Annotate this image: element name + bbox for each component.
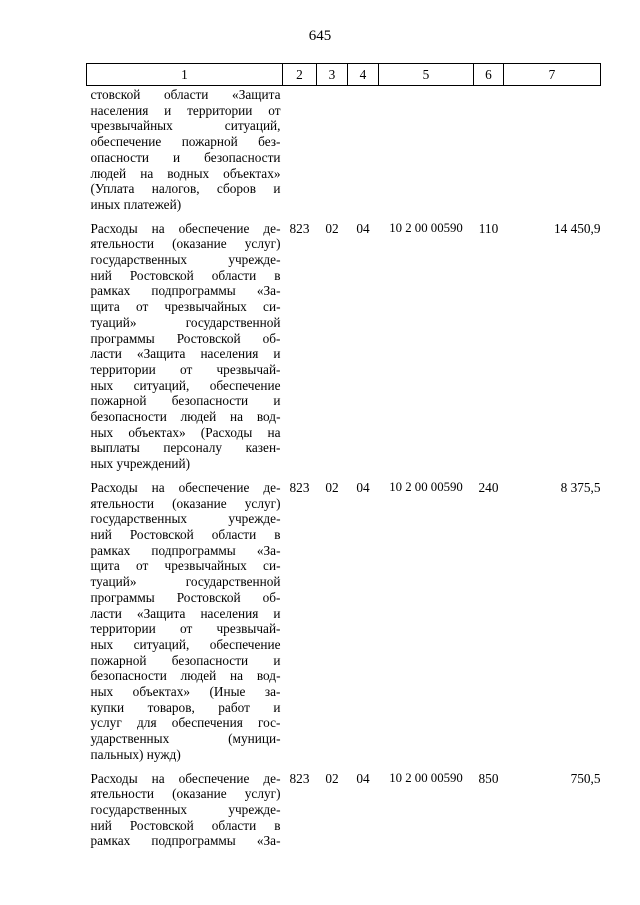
description-line: ных объектах» (Расходы на (90, 424, 281, 440)
description-line: программы Ростовской об- (90, 330, 281, 346)
description-line: безопасности людей на вод- (90, 409, 281, 425)
description-line: Расходы на обеспечение де- (90, 479, 281, 495)
row-admin-code: 823 (289, 220, 310, 236)
description-line: пожарной безопасности и (90, 652, 281, 668)
description-line: ных ситуаций, обеспечение (90, 377, 281, 393)
row-target-code: 10 2 00 00590 (389, 770, 463, 785)
table-row (87, 472, 601, 763)
description-line: ний Ростовской области в (90, 526, 281, 542)
row-expense-kind: 240 (478, 479, 499, 495)
column-header-kind: 6 (474, 64, 504, 86)
row-subsection-code: 04 (356, 770, 370, 786)
description-line: государственных учрежде- (90, 801, 281, 817)
description-line: опасности и безопасности (90, 149, 281, 165)
table-row (87, 86, 601, 213)
description-line: ласти «Защита населения и (90, 346, 281, 362)
row-admin-code: 823 (289, 479, 310, 495)
column-header-subsection: 4 (348, 64, 379, 86)
description-line: купки товаров, работ и (90, 699, 281, 715)
column-header-target: 5 (379, 64, 474, 86)
description-line: щита от чрезвычайных си- (90, 558, 281, 574)
description-line: выплаты персоналу казен- (90, 440, 281, 456)
description-line: пальных) нужд) (90, 746, 181, 762)
row-section-code (317, 86, 348, 213)
row-target-code (379, 86, 474, 213)
row-expense-kind: 110 (478, 220, 499, 236)
description-line: пожарной безопасности и (90, 393, 281, 409)
description-line: людей на водных объектах» (90, 165, 281, 181)
row-subsection-code (348, 86, 379, 213)
description-line: безопасности людей на вод- (90, 668, 281, 684)
table-row (87, 213, 601, 472)
column-header-section: 3 (317, 64, 348, 86)
page-number: 645 (308, 28, 332, 44)
row-target-code: 10 2 00 00590 (389, 479, 463, 494)
row-amount: 14 450,9 (553, 220, 601, 236)
description-line: стовской области «Защита (90, 87, 281, 102)
table-body (87, 86, 601, 850)
row-subsection-code: 04 (356, 479, 370, 495)
description-line: ний Ростовской области в (90, 267, 281, 283)
row-section-code: 02 (325, 770, 339, 786)
column-header-amount: 7 (504, 64, 601, 86)
description-line: населения и территории от (90, 102, 281, 118)
row-description (87, 763, 283, 850)
description-line: ударственных (муници- (90, 731, 281, 747)
description-line: туаций» государственной (90, 314, 281, 330)
row-amount: 8 375,5 (560, 479, 601, 495)
row-section-code: 02 (325, 479, 339, 495)
row-amount (504, 86, 601, 213)
description-line: ний Ростовской области в (90, 817, 281, 833)
description-line: (Уплата налогов, сборов и (90, 181, 281, 197)
description-line: государственных учрежде- (90, 252, 281, 268)
description-line: щита от чрезвычайных си- (90, 299, 281, 315)
table-row (87, 763, 601, 850)
row-expense-kind: 850 (478, 770, 499, 786)
row-subsection-code: 04 (356, 220, 370, 236)
budget-table (86, 63, 601, 849)
row-admin-code (283, 86, 317, 213)
description-line: иных платежей) (90, 196, 182, 212)
column-header-admin: 2 (283, 64, 317, 86)
column-header-row (87, 64, 601, 86)
row-amount: 750,5 (570, 770, 601, 786)
description-line: Расходы на обеспечение де- (90, 220, 281, 236)
description-line: туаций» государственной (90, 574, 281, 590)
description-line: территории от чрезвычай- (90, 621, 281, 637)
description-line: ятельности (оказание услуг) (90, 495, 281, 511)
description-line: услуг для обеспечения гос- (90, 715, 281, 731)
row-target-code: 10 2 00 00590 (389, 220, 463, 235)
description-line: ятельности (оказание услуг) (90, 236, 281, 252)
description-line: ных учреждений) (90, 456, 191, 472)
description-line: рамках подпрограммы «За- (90, 833, 281, 849)
description-line: обеспечение пожарной без- (90, 134, 281, 150)
description-line: рамках подпрограммы «За- (90, 542, 281, 558)
row-admin-code: 823 (289, 770, 310, 786)
description-line: территории от чрезвычай- (90, 361, 281, 377)
description-line: ных ситуаций, обеспечение (90, 636, 281, 652)
description-line: программы Ростовской об- (90, 589, 281, 605)
row-description (87, 86, 283, 213)
description-line: ласти «Защита населения и (90, 605, 281, 621)
row-description (87, 472, 283, 763)
row-description (87, 213, 283, 472)
description-line: ятельности (оказание услуг) (90, 786, 281, 802)
column-header-description: 1 (87, 64, 283, 86)
description-line: чрезвычайных ситуаций, (90, 118, 281, 134)
description-line: ных объектах» (Иные за- (90, 684, 281, 700)
description-line: Расходы на обеспечение де- (90, 770, 281, 786)
row-expense-kind (474, 86, 504, 213)
row-section-code: 02 (325, 220, 339, 236)
description-line: рамках подпрограммы «За- (90, 283, 281, 299)
description-line: государственных учрежде- (90, 511, 281, 527)
